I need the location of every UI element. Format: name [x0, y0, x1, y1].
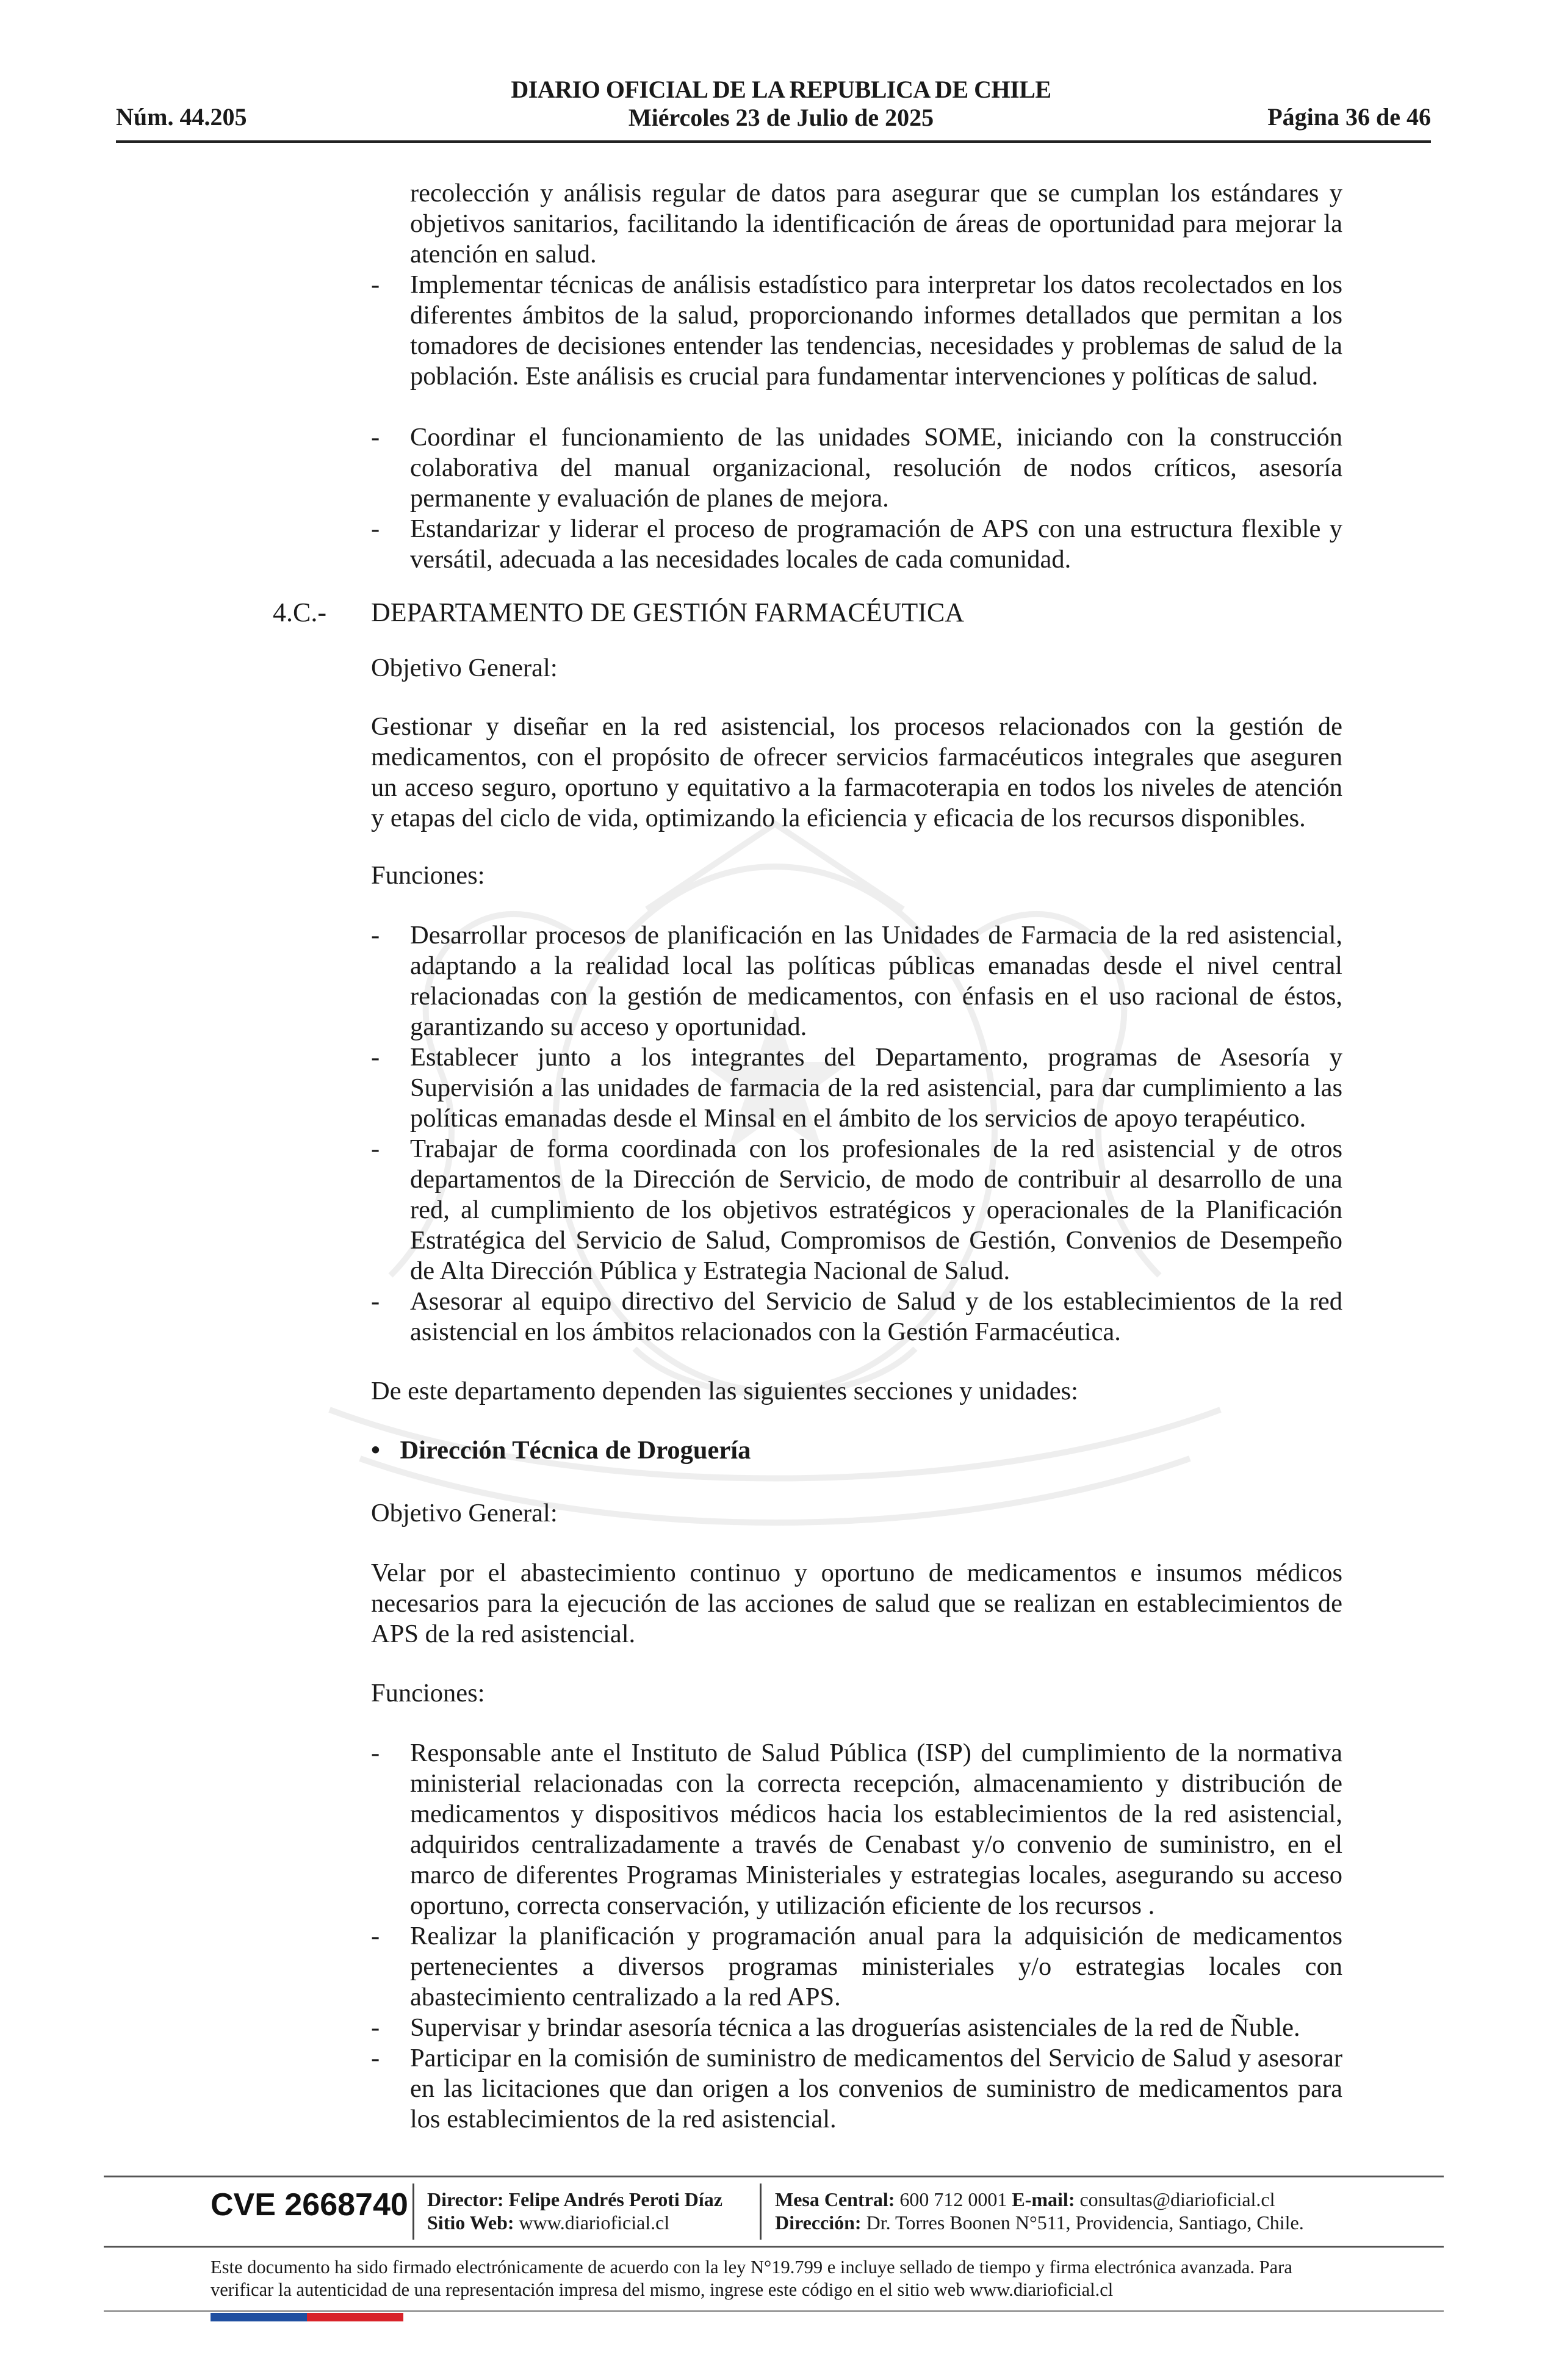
dash-marker: - — [371, 2044, 380, 2072]
email-link[interactable]: consultas@diarioficial.cl — [1079, 2188, 1275, 2210]
website-link[interactable]: www.diarioficial.cl — [519, 2212, 670, 2234]
list-item-text: Realizar la planificación y programación anual para la adquisición de medicamentos pertenecientes a diversos programas ministeriales y/o estrategias locales con abastecimiento centralizado a la red APS. — [410, 1922, 1342, 2011]
subsection-title: Dirección Técnica de Droguería — [400, 1436, 751, 1465]
dash-marker: - — [371, 514, 380, 543]
objective-text: Velar por el abastecimiento continuo y oportuno de medicamentos e insumos médicos necesarios para la ejecución de las acciones de salud que se realizan en establecimientos de APS de la red asistencial. — [371, 1559, 1342, 1648]
list-item — [371, 1921, 1342, 2013]
publication-date: Miércoles 23 de Julio de 2025 — [628, 104, 934, 131]
footer-separator — [760, 2183, 762, 2240]
phone-value: 600 712 0001 — [899, 2188, 1007, 2210]
list-item-text: Trabajar de forma coordinada con los profesionales de la red asistencial y de otros departamentos de la Dirección de Servicio, de modo de contribuir al desarrollo de una red, al cumplimiento de los objetivos estratégicos y operacionales de la Planificación Estratégica del Servicio de Salud, Compromisos de Gestión, Convenios de Desempeño de Alta Dirección Pública y Estrategia Nacional de Salud. — [410, 1134, 1342, 1285]
phone-label: Mesa Central: — [775, 2188, 895, 2210]
bullet-marker: • — [371, 1436, 380, 1465]
footer-rule-middle — [104, 2246, 1444, 2248]
footer-rule-bottom — [104, 2310, 1444, 2312]
list-item — [371, 1042, 1342, 1134]
functions-label: Funciones: — [371, 861, 485, 890]
list-item — [371, 1134, 1342, 1286]
page-number: Página 36 de 46 — [1267, 103, 1431, 131]
dash-marker: - — [371, 423, 380, 452]
objective-text: Gestionar y diseñar en la red asistencial, los procesos relacionados con la gestión de medicamentos, con el propósito de ofrecer servicios farmacéuticos integrales que aseguren un acceso seguro, oportuno y equitativo a la farmacoterapia en todos los niveles de atención y etapas del ciclo de vida, optimizando la eficiencia y eficacia de los recursos disponibles. — [371, 712, 1342, 832]
list-item — [371, 2043, 1342, 2135]
footer-separator — [412, 2183, 414, 2240]
address-label: Dirección: — [775, 2212, 862, 2234]
publication-title: DIARIO OFICIAL DE LA REPUBLICA DE CHILE — [511, 76, 1051, 103]
dash-marker: - — [371, 1922, 380, 1950]
dash-marker: - — [371, 1739, 380, 1767]
issue-number: Núm. 44.205 — [116, 103, 247, 131]
list-item-text: Establecer junto a los integrantes del Departamento, programas de Asesoría y Supervisión a las unidades de farmacia de la red asistencial, para dar cumplimiento a las políticas emanadas desde el Minsal en el ámbito de los servicios de apoyo terapéutico. — [410, 1043, 1342, 1133]
list-item-text: Coordinar el funcionamiento de las unidades SOME, iniciando con la construcción colaborativa del manual organizacional, resolución de nodos críticos, asesoría permanente y evaluación de planes de mejora. — [410, 423, 1342, 513]
continued-item-text: recolección y análisis regular de datos para asegurar que se cumplan los estándares y objetivos sanitarios, facilitando la identificación de áreas de oportunidad para mejorar la atención en salud. — [410, 179, 1342, 269]
director-name: Felipe Andrés Peroti Díaz — [508, 2188, 722, 2210]
email-label: E-mail: — [1012, 2188, 1075, 2210]
dash-marker: - — [371, 1134, 380, 1163]
dash-marker: - — [371, 1043, 380, 1072]
list-item-text: Asesorar al equipo directivo del Servicio de Salud y de los establecimientos de la red asistencial en los ámbitos relacionados con la Gestión Farmacéutica. — [410, 1287, 1342, 1346]
dependencies-text: De este departamento dependen las siguientes secciones y unidades: — [371, 1377, 1078, 1405]
director-label: Director: — [427, 2188, 504, 2210]
list-item-text: Estandarizar y liderar el proceso de programación de APS con una estructura flexible y versátil, adecuada a las necesidades locales de cada comunidad. — [410, 514, 1342, 574]
list-item — [371, 422, 1342, 514]
subsection-heading — [371, 1435, 751, 1465]
list-item-text: Desarrollar procesos de planificación en las Unidades de Farmacia de la red asistencial, adaptando a la realidad local las políticas públicas emanadas desde el nivel central relacionadas con la gestión de medicamentos, con énfasis en el uso racional de éstos, garantizando su acceso y oportunidad. — [410, 921, 1342, 1041]
list-item-text: Implementar técnicas de análisis estadístico para interpretar los datos recolectados en los diferentes ámbitos de la salud, proporcionando informes detallados que permitan a los tomadores de decisiones entender las tendencias, necesidades y problemas de salud de la población. Este análisis es crucial para fundamentar intervenciones y políticas de salud. — [410, 270, 1342, 391]
list-item — [371, 2013, 1342, 2043]
website-label: Sitio Web: — [427, 2212, 514, 2234]
footer-director-info — [427, 2188, 722, 2234]
list-item — [371, 920, 1342, 1042]
dash-marker: - — [371, 1287, 380, 1316]
section-number: 4.C.- — [273, 597, 326, 627]
section-title: DEPARTAMENTO DE GESTIÓN FARMACÉUTICA — [371, 597, 965, 627]
list-item-text: Supervisar y brindar asesoría técnica a las droguerías asistenciales de la red de Ñuble. — [410, 2013, 1300, 2042]
cve-code: CVE 2668740 — [211, 2187, 408, 2223]
objective-label: Objetivo General: — [371, 1499, 558, 1527]
legal-notice: Este documento ha sido firmado electrónicamente de acuerdo con la ley N°19.799 e incluye sellado de tiempo y firma electrónica avanzada. Para verificar la autenticidad de una representación impresa del mismo, ingrese este código en el sitio web www.diarioficial.cl — [211, 2257, 1292, 2300]
footer-contact-info — [775, 2188, 1304, 2234]
list-item — [371, 1738, 1342, 1921]
masthead — [476, 76, 1086, 132]
dash-marker: - — [371, 921, 380, 950]
header-rule — [116, 140, 1431, 143]
address-value: Dr. Torres Boonen N°511, Providencia, Santiago, Chile. — [866, 2212, 1304, 2234]
list-item — [371, 270, 1342, 392]
list-item-text: Responsable ante el Instituto de Salud Pública (ISP) del cumplimiento de la normativa ministerial relacionadas con la correcta recepción, almacenamiento y distribución de medicamentos y dispositivos médicos hacia los establecimientos de la red asistencial, adquiridos centralizadamente a través de Cenabast y/o convenio de suministro, en el marco de diferentes Programas Ministeriales y estrategias locales, asegurando su acceso oportuno, correcta conservación, y utilización eficiente de los recursos . — [410, 1739, 1342, 1920]
list-item — [371, 1286, 1342, 1347]
footer-rule-top — [104, 2176, 1444, 2177]
functions-label: Funciones: — [371, 1679, 485, 1707]
objective-label: Objetivo General: — [371, 654, 558, 682]
dash-marker: - — [371, 2013, 380, 2042]
flag-stripe-blue — [211, 2313, 307, 2321]
list-item — [371, 514, 1342, 575]
list-item-text: Participar en la comisión de suministro de medicamentos del Servicio de Salud y asesorar en las licitaciones que dan origen a los convenios de suministro de medicamentos para los establecimientos de la red asistencial. — [410, 2044, 1342, 2133]
dash-marker: - — [371, 270, 380, 299]
flag-stripe-red — [307, 2313, 403, 2321]
